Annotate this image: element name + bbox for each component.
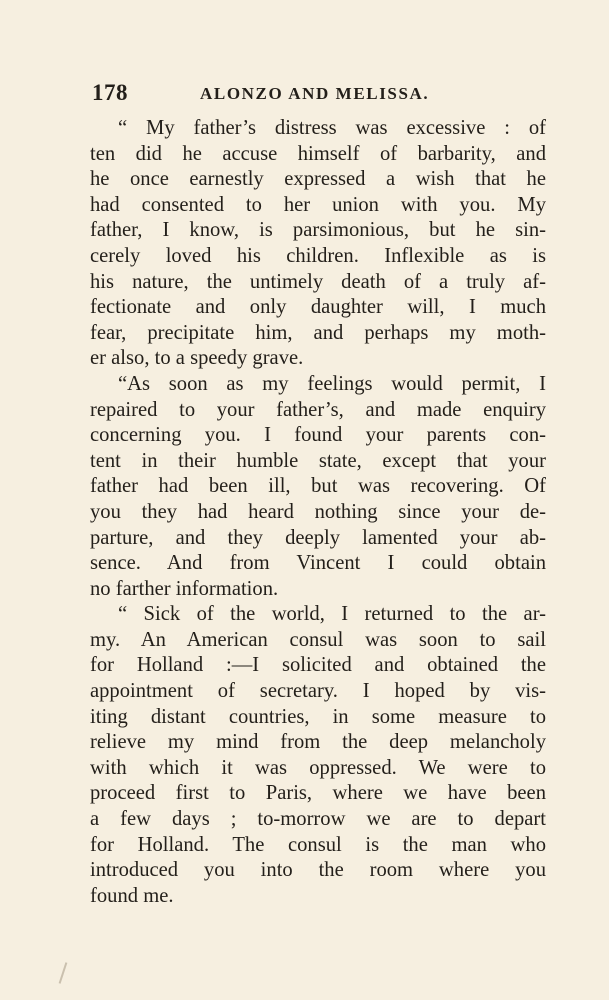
text-line: no farther information. bbox=[90, 577, 279, 600]
text-line: my. An American consul was soon to sail bbox=[90, 628, 546, 651]
body-text bbox=[90, 116, 546, 909]
text-line: his nature, the untimely death of a truly af- bbox=[90, 270, 546, 293]
text-line: father, I know, is parsimonious, but he sin- bbox=[90, 219, 546, 242]
text-line: fear, precipitate him, and perhaps my moth- bbox=[90, 321, 546, 344]
text-line: “ Sick of the world, I returned to the ar- bbox=[118, 603, 546, 626]
text-line: father had been ill, but was recovering. Of bbox=[90, 475, 546, 498]
page-number: 178 bbox=[92, 80, 128, 105]
text-line: sence. And from Vincent I could obtain bbox=[90, 552, 546, 575]
text-line: had consented to her union with you. My bbox=[90, 193, 546, 216]
text-line: relieve my mind from the deep melancholy bbox=[90, 731, 546, 754]
text-line: fectionate and only daughter will, I much bbox=[90, 296, 546, 319]
text-line: appointment of secretary. I hoped by vis- bbox=[90, 680, 546, 703]
text-line: you they had heard nothing since your de- bbox=[90, 500, 546, 523]
text-line: proceed first to Paris, where we have been bbox=[90, 782, 546, 805]
text-line: “ My father’s distress was excessive : of bbox=[118, 117, 546, 139]
text-line: he once earnestly expressed a wish that he bbox=[90, 168, 546, 191]
text-line: concerning you. I found your parents con- bbox=[90, 424, 546, 447]
text-line: found me. bbox=[90, 884, 174, 907]
text-line: for Holland :—I solicited and obtained the bbox=[90, 654, 546, 677]
text-line: er also, to a speedy grave. bbox=[90, 347, 304, 370]
text-line: with which it was oppressed. We were to bbox=[90, 756, 546, 779]
text-line: tent in their humble state, except that your bbox=[90, 449, 546, 472]
text-line: for Holland. The consul is the man who bbox=[90, 833, 546, 856]
text-line: a few days ; to-morrow we are to depart bbox=[90, 808, 546, 831]
text-line: cerely loved his children. Inflexible as is bbox=[90, 244, 546, 267]
page-header bbox=[92, 80, 552, 106]
text-line: “As soon as my feelings would permit, I bbox=[118, 372, 546, 395]
paper-mark bbox=[59, 962, 68, 984]
text-line: repaired to your father’s, and made enquiry bbox=[90, 398, 546, 421]
text-line: parture, and they deeply lamented your ab- bbox=[90, 526, 546, 549]
text-line: iting distant countries, in some measure to bbox=[90, 705, 546, 728]
text-line: introduced you into the room where you bbox=[90, 859, 546, 882]
text-line: ten did he accuse himself of barbarity, and bbox=[90, 142, 546, 165]
running-head: ALONZO AND MELISSA. bbox=[200, 84, 430, 103]
